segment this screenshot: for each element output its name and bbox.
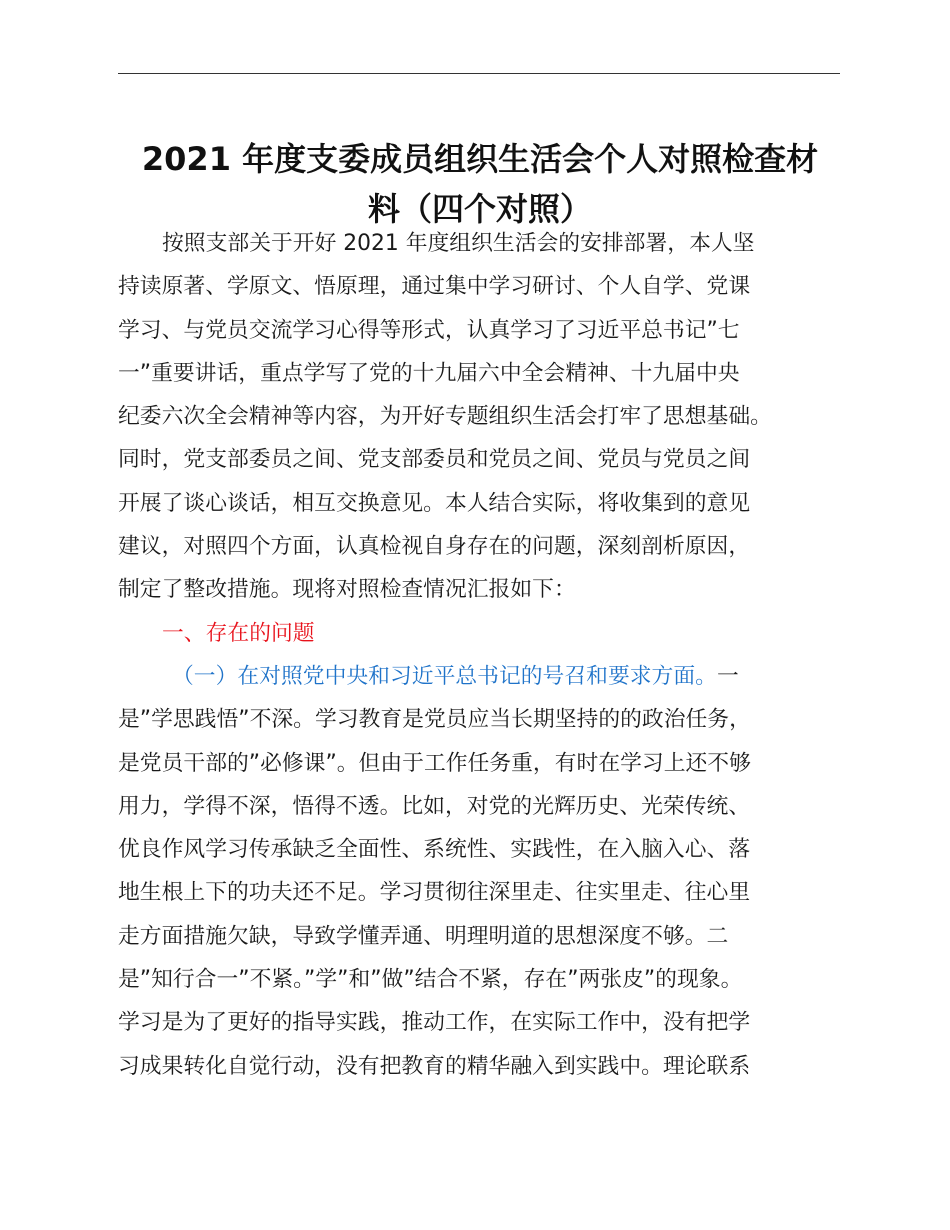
intro-line: 按照支部关于开好 2021 年度组织生活会的安排部署，本人坚 [162, 231, 755, 256]
section-heading: 一、存在的问题 [162, 620, 315, 646]
intro-line: 制定了整改措施。现将对照检查情况汇报如下： [118, 577, 576, 603]
intro-line: 学习、与党员交流学习心得等形式，认真学习了习近平总书记”七 [118, 317, 740, 343]
document-title [100, 134, 860, 234]
body-line: 学习是为了更好的指导实践，推动工作，在实际工作中，没有把学 [118, 1010, 751, 1036]
body-line: 习成果转化自觉行动，没有把教育的精华融入到实践中。理论联系 [118, 1053, 751, 1079]
title-line-1: 2021 年度支委成员组织生活会个人对照检查材 [141, 140, 819, 178]
body-line: 优良作风学习传承缺乏全面性、系统性、实践性，在入脑入心、落 [118, 837, 751, 863]
document-body [118, 222, 842, 1088]
body-line: 是”知行合一”不紧。”学”和”做”结合不紧，存在”两张皮”的现象。 [118, 967, 743, 993]
body-line: 是”学思践悟”不深。学习教育是党员应当长期坚持的的政治任务， [118, 707, 751, 733]
intro-line: 建议，对照四个方面，认真检视自身存在的问题，深刻剖析原因， [118, 534, 751, 560]
title-line-2: 料（四个对照） [367, 190, 592, 228]
body-line: 地生根上下的功夫还不足。学习贯彻往深里走、往实里走、往心里 [118, 880, 751, 906]
intro-line: 同时，党支部委员之间、党支部委员和党员之间、党员与党员之间 [118, 447, 751, 473]
body-line: 走方面措施欠缺，导致学懂弄通、明理明道的思想深度不够。二 [118, 923, 729, 949]
intro-line: 纪委六次全会精神等内容，为开好专题组织生活会打牢了思想基础。 [118, 404, 772, 430]
subsection-first-line [118, 655, 842, 698]
subsection-heading-tail: 一 [716, 663, 739, 689]
body-line: 是党员干部的”必修课”。但由于工作任务重，有时在学习上还不够 [118, 750, 751, 776]
header-rule [118, 73, 840, 74]
subsection-heading: （一）在对照党中央和习近平总书记的号召和要求方面。 [172, 663, 717, 689]
body-line: 用力，学得不深，悟得不透。比如，对党的光辉历史、光荣传统、 [118, 793, 751, 819]
intro-line: 持读原著、学原文、悟原理，通过集中学习研讨、个人自学、党课 [118, 274, 751, 300]
intro-line: 开展了谈心谈话，相互交换意见。本人结合实际，将收集到的意见 [118, 490, 751, 516]
intro-line: 一”重要讲话，重点学写了党的十九届六中全会精神、十九届中央 [118, 360, 740, 386]
